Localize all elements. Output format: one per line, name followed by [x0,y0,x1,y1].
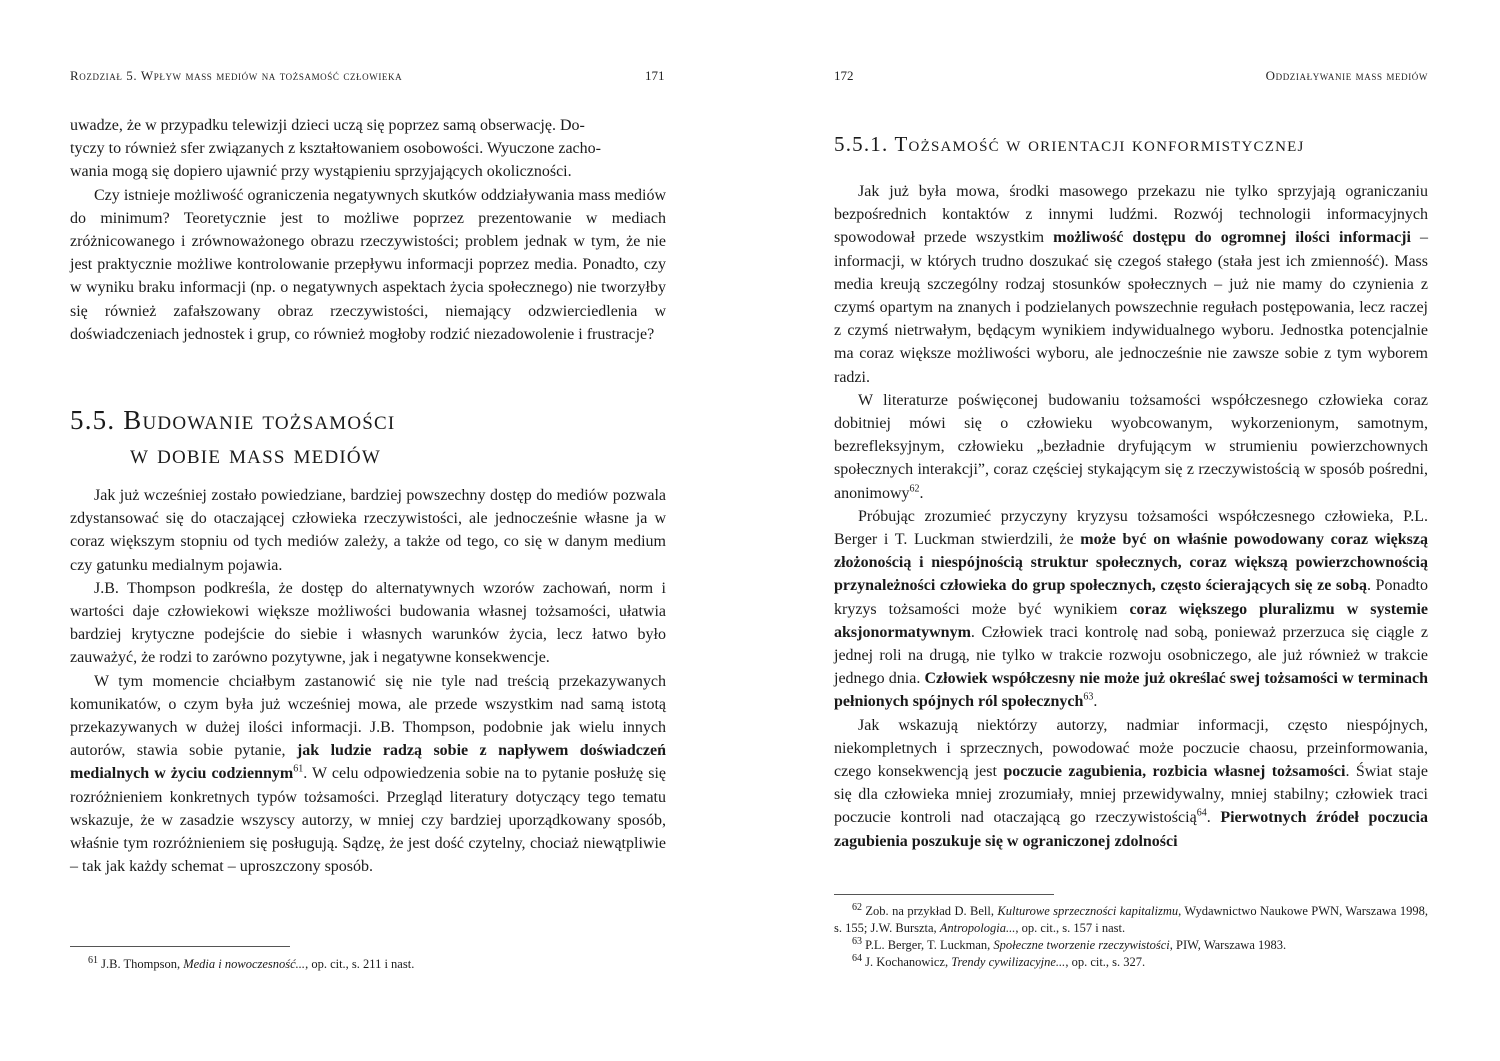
footnote-rule [70,946,290,947]
italic-title: Media i nowoczesność... [183,957,306,971]
text-run: . [1206,809,1221,827]
paragraph [70,670,666,879]
text-run: W literaturze poświęconej budowaniu tożsamości współczesnego człowieka coraz dobitniej mówi się o człowieku wyobcowanym, wykorzenionym, samotnym, bezrefleksyjnym, człowieku „bezładnie dryfującym w strumieniu powierzchownych społecznych interakcji”, coraz częściej stykającym się z rzeczywistością w sposób pośredni, anonimowy [834,391,1428,502]
body-text [834,180,1428,853]
text-run: – informacji, w których trudno doszukać się czegoś stałego (stała jest ich zmienność). Mass media kreują szczególny rodzaj stosunków społecznych – już nie mamy do czynienia z czymś opartym na znanych i podzielanych powszechnie regułach postępowania, lecz raczej z czymś nietrwałym, będącym wynikiem indywidualnego wyboru. Jednostka potencjalnie ma coraz większe możliwości wyboru, ale jednocześnie nie zawsze sobie z tym wyborem radzi. [834,229,1429,386]
text-line: tyczy to również sfer związanych z kształtowaniem osobowości. Wyuczone zacho- [70,140,601,158]
text-run: , op. cit., s. 327. [1065,955,1146,969]
section-heading [70,403,395,471]
text-run: J.B. Thompson, [98,957,184,971]
footnote [834,937,1428,954]
subsection-heading: 5.5.1. Tożsamość w orientacji konformistycznej [834,132,1305,156]
right-page [750,0,1500,1061]
text-run: Jak już była mowa, środki masowego przekazu nie tylko sprzyjają ograniczaniu bezpośrednich kontaktów z innymi ludźmi. Rozwój technologii informacyjnych spowodował przede wszystkim [834,183,1428,247]
text-run: , PIW, Warszawa 1983. [1169,938,1287,952]
italic-title: Antropologia... [939,921,1016,935]
running-header: Rozdział 5. Wpływ mass mediów na tożsamość człowieka [70,68,403,83]
text-run: P.L. Berger, T. Luckman, [862,938,994,952]
bold-text: możliwość dostępu do ogromnej ilości informacji [1053,229,1411,247]
text-line: wania mogą się dopiero ujawnić przy wystąpieniu sprzyjających okoliczności. [70,163,572,181]
bold-text: może być on właśnie powodowany coraz większą złożonością i niespójnością struktur społecznych, coraz większą powierzchownością przynależności człowieka do grup społecznych, często ścierających się ze sobą [834,531,1428,595]
footnote-ref: 62 [909,483,920,495]
footnote-ref: 63 [1083,692,1094,704]
text-run: J. Kochanowicz, [862,955,952,969]
footnote-number: 62 [852,901,862,913]
text-run: , op. cit., s. 157 i nast. [1015,921,1126,935]
body-text-bottom [70,484,666,878]
paragraph-continued [70,114,666,184]
section-title-line2: w dobie mass mediów [130,439,381,469]
section-number: 5.5. [70,405,116,435]
paragraph: Czy istnieje możliwość ograniczenia negatywnych skutków oddziaływania mass mediów do minimum? Teoretycznie jest to możliwe poprzez prezentowanie w mediach zróżnicowanego i zrównoważonego obrazu rzeczywistości; problem jednak w tym, że nie jest praktycznie możliwe kontrolowanie przepływu informacji poprzez media. Ponadto, czy w wyniku braku informacji (np. o negatywnych aspektach życia społecznego) nie tworzyłby się również zafałszowany obraz rzeczywistości, niemający odzwierciedlenia w doświadczeniach jednostek i grup, co również mogłoby rodzić niezadowolenie i frustracje? [70,186,666,343]
text-line: uwadze, że w przypadku telewizji dzieci uczą się poprzez samą obserwację. Do- [70,117,585,134]
section-title-line1: Budowanie tożsamości [123,405,396,435]
text-run: . W celu odpowiedzenia sobie na to pytanie posłużę się rozróżnieniem konkretnych typów tożsamości. Przegląd literatury dotyczący tego tematu wskazuje, że w zasadzie wszyscy autorzy, w mniej czy bardziej uporządkowany sposób, właśnie tym rozróżnieniem się posługują. Sądzę, że jest dość czytelny, chociaż niewątpliwie – tak jak każdy schemat – uproszczony sposób. [70,765,666,876]
body-text-top [70,114,666,346]
text-run: . Człowiek traci kontrolę nad sobą, ponieważ przerzuca się ciągle z jednej roli na drugą, nie tylko w trakcie rozwoju osobniczego, ale już również w trakcie jednego dnia. [834,623,1428,688]
footnote-ref: 64 [1196,808,1207,820]
bold-text: coraz większego pluralizmu w systemie aksjonormatywnym [834,600,1428,641]
page-number: 172 [834,68,854,83]
italic-title: Społeczne tworzenie rzeczywistości [993,938,1170,952]
footnote-ref: 61 [293,764,304,776]
text-run: . [1093,693,1098,711]
paragraph [834,714,1428,853]
text-run: . Ponadto kryzys tożsamości może być wynikiem [834,577,1428,618]
bold-text: jak ludzie radzą sobie z napływem doświadczeń medialnych w życiu codziennym [70,742,666,783]
text-run: Zob. na przykład D. Bell, [862,904,998,918]
italic-title: Kulturowe sprzeczności kapitalizmu [997,904,1179,918]
text-run: , Wydawnictwo Naukowe PWN, Warszawa 1998, s. 155; J.W. Bursztа, [834,904,1428,935]
footnote [70,956,666,973]
running-header: Oddziaływanie mass mediów [1265,68,1428,83]
footnote-number: 63 [852,935,862,947]
footnote-number: 64 [852,952,862,964]
footnotes [834,903,1428,971]
paragraph [834,505,1428,714]
bold-text: Pierwotnych źródeł poczucia zagubienia poszukuje się w ograniczonej zdolności [834,809,1428,850]
text-run: , op. cit., s. 211 i nast. [305,957,415,971]
bold-text: Człowiek współczesny nie może już określać swej tożsamości w terminach pełnionych spójnych ról społecznych [834,670,1428,711]
page-number: 171 [645,68,665,83]
text-run: . Świat staje się dla człowieka mniej zrozumiały, mniej przewidywalny, mniej stabilny; człowiek traci poczucie kontroli nad otaczającą go rzeczywistością [834,763,1428,827]
footnotes [70,956,666,973]
paragraph: Jak już wcześniej zostało powiedziane, bardziej powszechny dostęp do mediów pozwala zdystansować się do otaczającej człowieka rzeczywistości, ale jednocześnie własne ja w coraz większym stopniu od tych mediów zależy, a także od tego, co się w danym medium czy gatunku medialnym pojawia. [70,487,666,574]
text-run: W tym momencie chciałbym zastanowić się nie tyle nad treścią przekazywanych komunikatów, o czym była już wcześniej mowa, ale przede wszystkim nad samą istotą przekazywanych w dużej ilości informacji. J.B. Thompson, podobnie jak wielu innych autorów, stawia sobie pytanie, [70,672,666,760]
footnote [834,903,1428,937]
italic-title: Trendy cywilizacyjne... [951,955,1066,969]
text-run: Jak wskazują niektórzy autorzy, nadmiar informacji, często niespójnych, niekompletnych i sprzecznych, powodować może poczucie chaosu, przeinformowania, czego konsekwencją jest [834,716,1428,781]
footnote-number: 61 [88,954,98,966]
text-run: Próbując zrozumieć przyczyny kryzysu tożsamości współczesnego człowieka, P.L. Berger i T. Luckman stwierdzili, że [834,507,1428,549]
paragraph [834,180,1428,389]
bold-text: poczucie zagubienia, rozbicia własnej tożsamości [1003,763,1346,781]
footnote-rule [834,894,1054,895]
paragraph: J.B. Thompson podkreśla, że dostęp do alternatywnych wzorów zachowań, norm i wartości daje człowiekowi większe możliwości budowania własnej tożsamości, ułatwia bardziej krytyczne podejście do siebie i własnych warunków życia, lecz łatwo było zauważyć, że rodzi to zarówno pozytywne, jak i negatywne konsekwencje. [70,579,666,667]
text-run: . [919,484,924,502]
paragraph [834,389,1428,505]
footnote [834,954,1428,971]
